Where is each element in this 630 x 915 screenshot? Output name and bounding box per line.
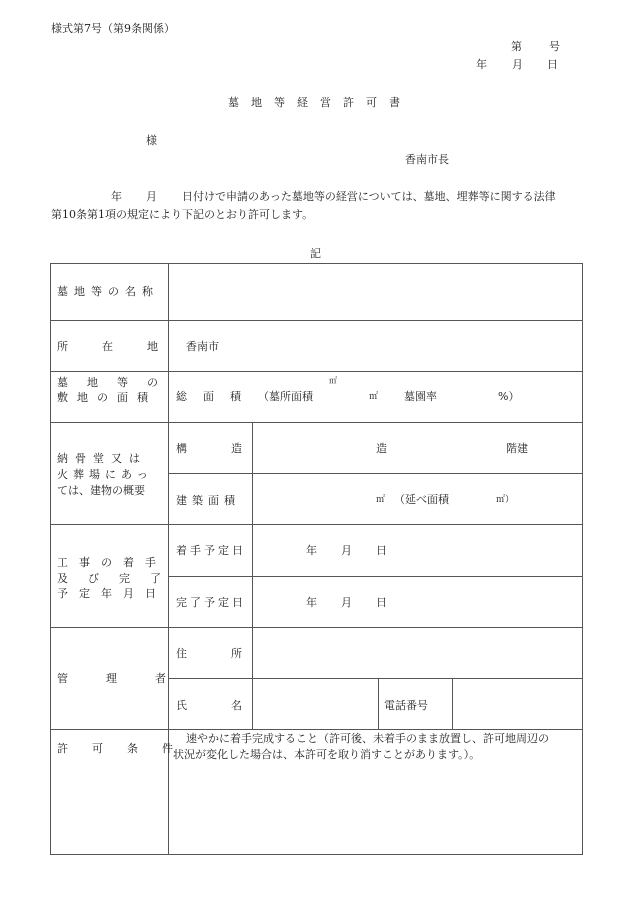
date-year: 年	[476, 58, 487, 71]
body-year: 年	[111, 190, 122, 203]
label-building-line3: ては、建物の概要	[57, 484, 145, 497]
label-manager: 管理者	[57, 672, 204, 685]
form-number: 様式第7号（第9条関係）	[51, 22, 175, 35]
label-address: 住所	[176, 647, 286, 660]
label-end-date: 完了予定日	[176, 596, 246, 609]
location-value[interactable]: 香南市	[186, 340, 219, 353]
label-total-area: 総面積	[176, 390, 257, 403]
document-title: 墓地等経営許可書	[228, 96, 412, 109]
unit-sqm-grave: ㎡	[369, 392, 379, 402]
label-building-line1: 納骨堂又は	[57, 452, 147, 465]
structure-zo: 造	[376, 442, 387, 455]
end-month: 月	[341, 596, 352, 609]
cemetery-name-field[interactable]	[170, 265, 580, 319]
phone-field[interactable]	[455, 681, 580, 727]
date-month: 月	[512, 58, 523, 71]
start-month: 月	[341, 544, 352, 557]
date-day: 日	[547, 58, 558, 71]
body-text-line1: 日付けで申請のあった墓地等の経営については、墓地、埋葬等に関する法律	[182, 190, 556, 203]
addressee-suffix: 様	[146, 134, 157, 147]
person-name-field[interactable]	[254, 681, 376, 727]
total-floor-area-label: （延べ面積	[394, 493, 449, 506]
label-construction-line2: 及び完了	[57, 572, 181, 585]
body-month: 月	[146, 190, 157, 203]
label-structure: 構造	[176, 442, 286, 455]
issuer: 香南市長	[405, 153, 449, 166]
body-text-line2: 第10条第1項の規定により下記のとおり許可します。	[51, 208, 314, 221]
label-cemetery-name: 墓地等の名称	[57, 285, 159, 298]
label-construction-line3: 予定年月日	[57, 587, 167, 600]
grave-area-label: （墓所面積	[258, 390, 313, 403]
label-construction-line1: 工事の着手	[57, 556, 167, 569]
number-dai: 第	[511, 40, 522, 53]
end-day: 日	[376, 596, 387, 609]
label-person-name: 氏名	[176, 699, 286, 712]
label-location	[57, 340, 192, 354]
ki-label: 記	[310, 247, 321, 260]
label-location-text: 所在地	[57, 340, 192, 353]
label-conditions: 許可条件	[57, 742, 197, 755]
label-building-line2: 火葬場にあっ	[57, 468, 153, 481]
number-go: 号	[549, 40, 560, 53]
cemetery-rate-label: 墓園率	[404, 390, 437, 403]
unit-sqm-building: ㎡	[376, 495, 386, 505]
conditions-text-line1: 速やかに着手完成すること（許可後、未着手のまま放置し、許可地周辺の	[186, 732, 549, 745]
unit-sqm-floor-close: ㎡）	[496, 495, 515, 505]
start-year: 年	[306, 544, 317, 557]
structure-floors: 階建	[506, 442, 528, 455]
label-phone: 電話番号	[384, 699, 428, 712]
percent-close: %）	[498, 390, 520, 403]
conditions-text-line2: 状況が変化した場合は、本許可を取り消すことがあります。）。	[173, 748, 481, 761]
label-area-line1: 墓地等の	[57, 376, 177, 389]
label-area-line2: 敷地の面積	[57, 391, 157, 404]
label-start-date: 着手予定日	[176, 544, 246, 557]
address-field[interactable]	[254, 630, 580, 676]
unit-sqm-total: ㎡	[329, 376, 337, 385]
start-day: 日	[376, 544, 387, 557]
end-year: 年	[306, 596, 317, 609]
label-building-area: 建築面積	[176, 494, 240, 507]
